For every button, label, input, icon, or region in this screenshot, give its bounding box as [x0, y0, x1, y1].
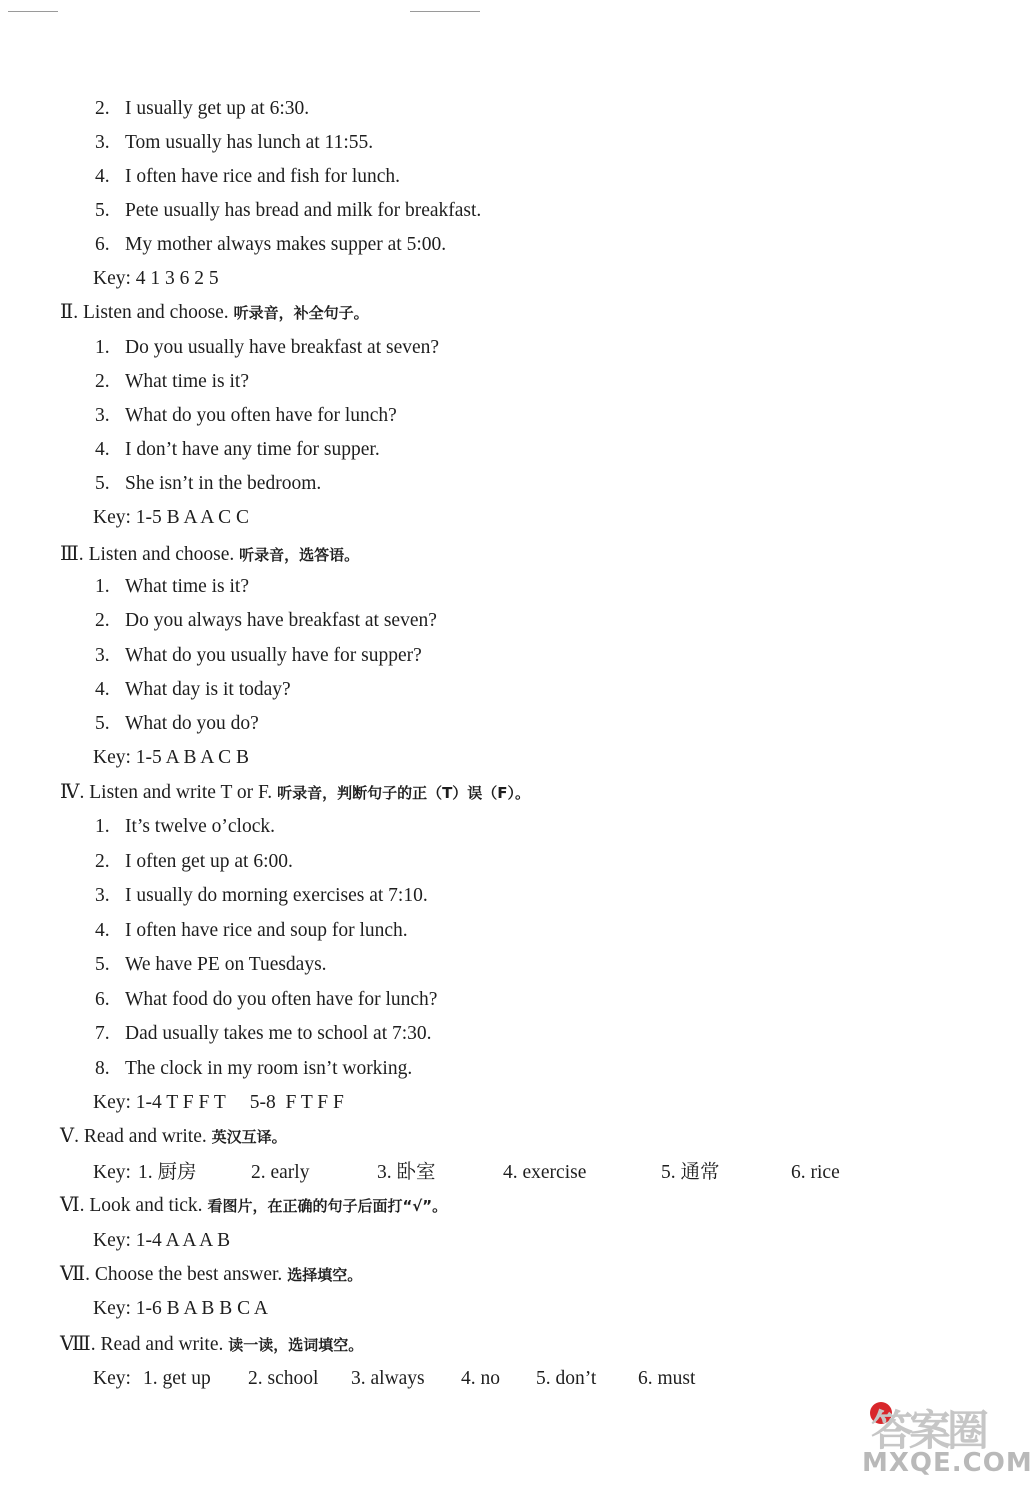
key-cell: 1. 厨房	[138, 1162, 197, 1183]
key-cell: 4. exercise	[503, 1162, 587, 1183]
watermark-logo-chars: 答案圈	[870, 1406, 985, 1455]
list-item: 5. What do you do?	[95, 713, 259, 734]
answer-key: Key: 1-6 B A B B C A	[93, 1298, 268, 1319]
key-cell: 1. get up	[143, 1368, 211, 1389]
key-cell: 6. rice	[791, 1162, 840, 1183]
list-item: 3. What do you often have for lunch?	[95, 405, 397, 426]
key-cell: 2. school	[248, 1368, 319, 1389]
list-item: 1. Do you usually have breakfast at seven?	[95, 337, 440, 358]
answer-key: Key: 1-4 A A A B	[93, 1230, 231, 1251]
section-heading: Ⅴ. Read and write. 英汉互译。	[60, 1126, 287, 1147]
list-item: 5. Pete usually has bread and milk for breakfast.	[95, 200, 482, 221]
key-cell: 4. no	[461, 1368, 500, 1389]
key-label: Key:	[93, 1162, 131, 1183]
key-cell: 3. always	[351, 1368, 425, 1389]
list-item: 4. I often have rice and soup for lunch.	[95, 920, 408, 941]
list-item: 3. What do you usually have for supper?	[95, 645, 422, 666]
list-item: 2. What time is it?	[95, 371, 250, 392]
key-cell: 6. must	[638, 1368, 696, 1389]
list-item: 2. Do you always have breakfast at seven?	[95, 610, 437, 631]
key-cell: 3. 卧室	[377, 1162, 436, 1183]
answer-key: Key: 4 1 3 6 2 5	[93, 268, 219, 289]
answer-key-row	[93, 1161, 953, 1185]
section-heading: Ⅵ. Look and tick. 看图片，在正确的句子后面打“√”。	[60, 1195, 448, 1216]
list-item: 4. What day is it today?	[95, 679, 291, 700]
list-item: 3. I usually do morning exercises at 7:10.	[95, 885, 428, 906]
site-watermark-logo	[862, 1390, 1033, 1490]
section-heading: Ⅱ. Listen and choose. 听录音，补全句子。	[60, 302, 369, 323]
list-item: 8. The clock in my room isn’t working.	[95, 1058, 413, 1079]
section-heading: Ⅳ. Listen and write T or F. 听录音，判断句子的正（T）误（F）。	[60, 782, 531, 803]
key-cell: 5. don’t	[536, 1368, 597, 1389]
list-item: 4. I often have rice and fish for lunch.	[95, 166, 401, 187]
section-heading: Ⅲ. Listen and choose. 听录音，选答语。	[60, 544, 360, 565]
list-item: 6. What food do you often have for lunch?	[95, 989, 438, 1010]
list-item: 5. She isn’t in the bedroom.	[95, 473, 322, 494]
section-heading: Ⅷ. Read and write. 读一读，选词填空。	[60, 1334, 364, 1355]
answer-key-row	[93, 1367, 793, 1391]
key-cell: 2. early	[251, 1162, 310, 1183]
answer-key: Key: 1-5 B A A C C	[93, 507, 250, 528]
list-item: 2. I often get up at 6:00.	[95, 851, 293, 872]
top-rule-left	[8, 11, 58, 12]
list-item: 3. Tom usually has lunch at 11:55.	[95, 132, 374, 153]
list-item: 7. Dad usually takes me to school at 7:30.	[95, 1023, 432, 1044]
watermark-site-text: MXQE.COM	[862, 1448, 1033, 1478]
key-cell: 5. 通常	[661, 1162, 720, 1183]
answer-key: Key: 1-5 A B A C B	[93, 747, 250, 768]
key-label: Key:	[93, 1368, 131, 1389]
top-rule-center	[410, 11, 480, 12]
answer-key: Key: 1-4 T F F T 5-8 F T F F	[93, 1092, 344, 1113]
section-heading: Ⅶ. Choose the best answer. 选择填空。	[60, 1264, 363, 1285]
list-item: 5. We have PE on Tuesdays.	[95, 954, 327, 975]
list-item: 4. I don’t have any time for supper.	[95, 439, 380, 460]
list-item: 6. My mother always makes supper at 5:00.	[95, 234, 447, 255]
list-item: 1. It’s twelve o’clock.	[95, 816, 275, 837]
list-item: 1. What time is it?	[95, 576, 250, 597]
list-item: 2. I usually get up at 6:30.	[95, 98, 310, 119]
